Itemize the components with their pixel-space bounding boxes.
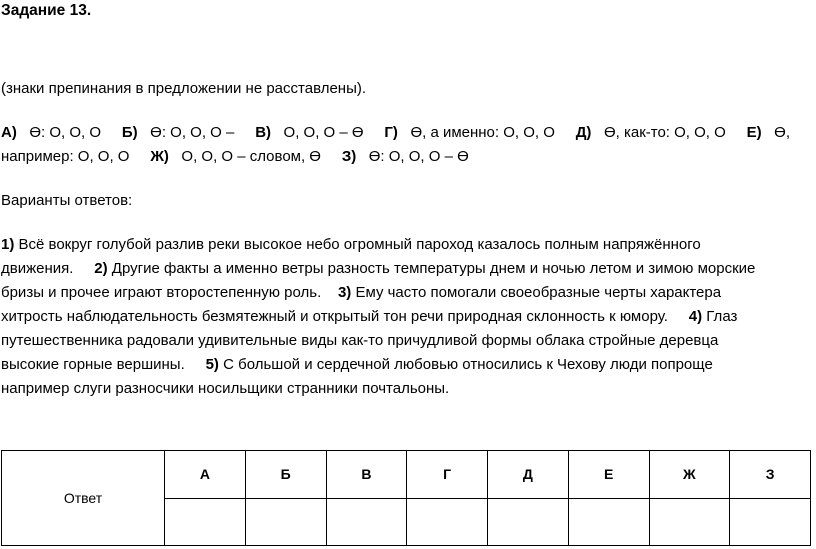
answer-header-d: Д: [488, 451, 569, 499]
sentence-5-text: С большой и сердечной любовью относились к Чехову люди попроще: [223, 356, 713, 373]
punctuation-note: (знаки препинания в предложении не расставлены).: [1, 80, 367, 97]
answer-cell-z[interactable]: [730, 498, 811, 546]
sentence-line-6: [1, 355, 713, 375]
scheme-z: Ө: О, О, О – Ө: [368, 148, 469, 165]
sentence-number-1: 1): [1, 236, 15, 253]
sentence-3-end: хитрость наблюдательность безмятежный и открытый тон речи природная склонность к юмору.: [1, 308, 668, 325]
scheme-a: Ө: О, О, О: [29, 124, 102, 141]
sentence-4-end: высокие горные вершины.: [1, 356, 185, 373]
sentence-line-4: [1, 307, 737, 327]
scheme-letter-e: Е): [746, 124, 762, 141]
sentence-4-middle: путешественника радовали удивительные виды как-то причудливой формы облака стройные деревца: [1, 332, 719, 349]
scheme-zh: О, О, О – словом, Ө: [181, 148, 321, 165]
sentence-line-1: [1, 235, 701, 255]
scheme-d: Ө, как-то: О, О, О: [603, 124, 726, 141]
answer-cell-b[interactable]: [245, 498, 326, 546]
answer-header-v: В: [326, 451, 407, 499]
variants-label: Варианты ответов:: [1, 192, 133, 209]
answer-cell-v[interactable]: [326, 498, 407, 546]
answer-cell-a[interactable]: [165, 498, 246, 546]
sentence-number-3: 3): [337, 284, 352, 301]
scheme-v: О, О, О – Ө: [283, 124, 364, 141]
scheme-letter-v: В): [255, 124, 272, 141]
scheme-letter-g: Г): [384, 124, 398, 141]
answer-header-b: Б: [245, 451, 326, 499]
answer-label: Ответ: [2, 451, 165, 546]
sentence-line-5: [1, 331, 718, 351]
sentence-line-7: [1, 379, 449, 399]
sentence-number-2: 2): [94, 260, 108, 277]
sentence-line-2: [1, 259, 755, 279]
sentence-4-text: Глаз: [706, 308, 738, 325]
answer-cell-g[interactable]: [407, 498, 488, 546]
sentence-number-5: 5): [205, 356, 219, 373]
sentence-2-text: Другие факты а именно ветры разность температуры днем и ночью летом и зимою морские: [111, 260, 756, 277]
scheme-letter-d: Д): [575, 124, 592, 141]
sentence-number-4: 4): [688, 308, 703, 325]
answer-header-row: [2, 451, 811, 499]
answer-header-e: Е: [568, 451, 649, 499]
task-title: Задание 13.: [1, 2, 92, 19]
sentence-line-3: [1, 283, 721, 303]
sentence-5-end: например слуги разносчики носильщики странники почтальоны.: [1, 380, 450, 397]
scheme-letter-zh: Ж): [150, 148, 169, 165]
scheme-letter-a: А): [1, 124, 17, 141]
scheme-letter-z: З): [341, 148, 357, 165]
scheme-g: Ө, а именно: О, О, О: [410, 124, 555, 141]
scheme-e: Ө,: [774, 124, 791, 141]
answer-cell-e[interactable]: [568, 498, 649, 546]
answer-cell-zh[interactable]: [649, 498, 730, 546]
answer-header-z: З: [730, 451, 811, 499]
answer-header-zh: Ж: [649, 451, 730, 499]
answer-header-a: А: [165, 451, 246, 499]
sentence-2-end: бризы и прочее играют второстепенную роль.: [1, 284, 322, 301]
answer-header-g: Г: [407, 451, 488, 499]
answer-table: [1, 450, 811, 546]
sentence-1-text: Всё вокруг голубой разлив реки высокое небо огромный пароход казалось полным напряжённого: [18, 236, 701, 253]
scheme-letter-b: Б): [121, 124, 138, 141]
answer-cell-d[interactable]: [488, 498, 569, 546]
scheme-b: Ө: О, О, О –: [150, 124, 235, 141]
schemes-line-2: [1, 147, 469, 167]
schemes-line-1: [1, 123, 790, 143]
sentence-3-text: Ему часто помогали своеобразные черты характера: [355, 284, 722, 301]
sentence-1-end: движения.: [1, 260, 74, 277]
scheme-e-continued: например: О, О, О: [1, 148, 130, 165]
